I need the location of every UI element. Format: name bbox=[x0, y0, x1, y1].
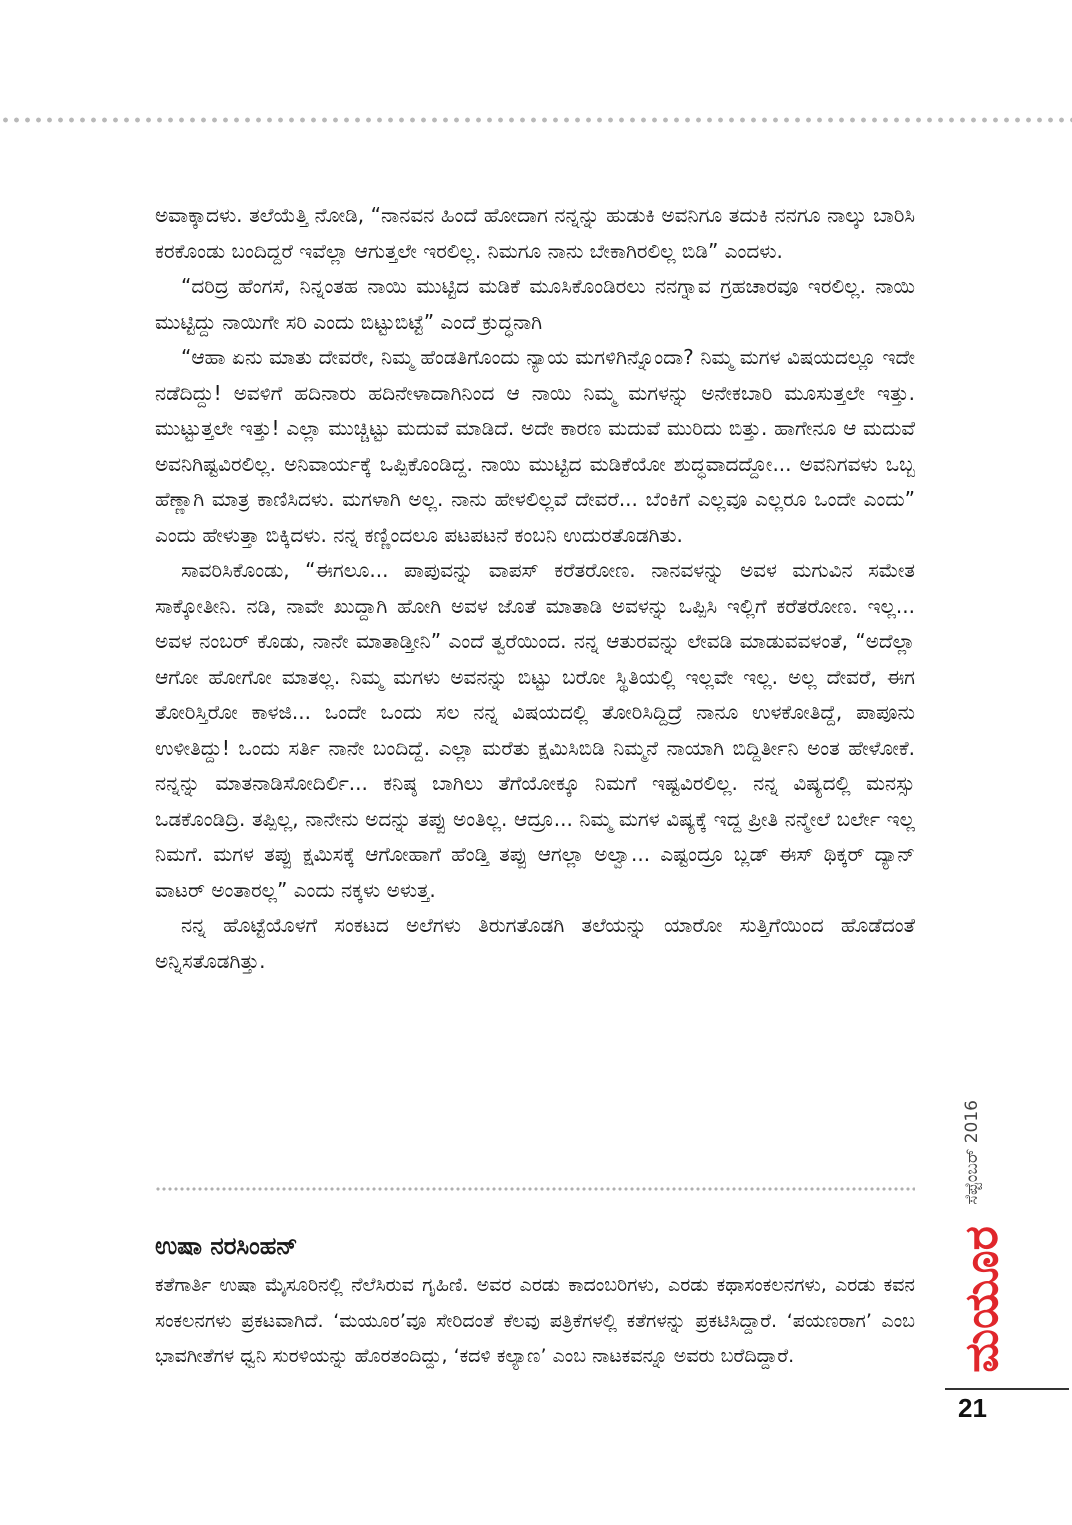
author-bio: ಕತೆಗಾರ್ತಿ ಉಷಾ ಮೈಸೂರಿನಲ್ಲಿ ನೆಲೆಸಿರುವ ಗೃಹಿಣಿ. ಅವರ ಎರಡು ಕಾದಂಬರಿಗಳು, ಎರಡು ಕಥಾಸಂಕಲನಗಳು, ಎರಡು ಕವನ ಸಂಕಲನಗಳು ಪ್ರಕಟವಾಗಿದೆ. ‘ಮಯೂರ’ವೂ ಸೇರಿದಂತೆ ಕೆಲವು ಪತ್ರಿಕೆಗಳಲ್ಲಿ ಕತೆಗಳನ್ನು ಪ್ರಕಟಿಸಿದ್ದಾರೆ. ‘ಪಯಣರಾಗ’ ಎಂಬ ಭಾವಗೀತೆಗಳ ಧ್ವನಿ ಸುರಳಿಯನ್ನು ಹೊರತಂದಿದ್ದು, ‘ಕದಳಿ ಕಲ್ಯಾಣ’ ಎಂಬ ನಾಟಕವನ್ನೂ ಅವರು ಬರೆದಿದ್ದಾರೆ. bbox=[155, 1274, 915, 1367]
story-paragraph: ಸಾವರಿಸಿಕೊಂಡು, “ಈಗಲೂ... ಪಾಪುವನ್ನು ವಾಪಸ್ ಕರೆತರೋಣ. ನಾನವಳನ್ನು ಅವಳ ಮಗುವಿನ ಸಮೇತ ಸಾಕ್ಕೋತೀನಿ. ನಡಿ, ನಾವೇ ಖುದ್ದಾಗಿ ಹೋಗಿ ಅವಳ ಜೊತೆ ಮಾತಾಡಿ ಅವಳನ್ನು ಒಪ್ಪಿಸಿ ಇಲ್ಲಿಗೆ ಕರೆತರೋಣ. ಇಲ್ಲ... ಅವಳ ನಂಬರ್ ಕೊಡು, ನಾನೇ ಮಾತಾಡ್ತೀನಿ” ಎಂದೆ ತ್ವರೆಯಿಂದ. ನನ್ನ ಆತುರವನ್ನು ಲೇವಡಿ ಮಾಡುವವಳಂತೆ, “ಅದೆಲ್ಲಾ ಆಗೋ ಹೋಗೋ ಮಾತಲ್ಲ. ನಿಮ್ಮ ಮಗಳು ಅವನನ್ನು ಬಿಟ್ಟು ಬರೋ ಸ್ಥಿತಿಯಲ್ಲಿ ಇಲ್ಲವೇ ಇಲ್ಲ. ಅಲ್ಲ ದೇವರೆ, ಈಗ ತೋರಿಸ್ತಿರೋ ಕಾಳಜಿ... ಒಂದೇ ಒಂದು ಸಲ ನನ್ನ ವಿಷಯದಲ್ಲಿ ತೋರಿಸಿದ್ದಿದ್ರೆ ನಾನೂ ಉಳಕೋತಿದ್ದೆ, ಪಾಪೂನು ಉಳೀತಿದ್ದು! ಒಂದು ಸರ್ತಿ ನಾನೇ ಬಂದಿದ್ದೆ. ಎಲ್ಲಾ ಮರೆತು ಕ್ಷಮಿಸಿಬಿಡಿ ನಿಮ್ಮನೆ ನಾಯಾಗಿ ಬಿದ್ದಿರ್ತೀನಿ ಅಂತ ಹೇಳೋಕೆ. ನನ್ನನ್ನು ಮಾತನಾಡಿಸೋದಿರ್ಲಿ... ಕನಿಷ್ಠ ಬಾಗಿಲು ತೆಗೆಯೋಕ್ಕೂ ನಿಮಗೆ ಇಷ್ಟವಿರಲಿಲ್ಲ. ನನ್ನ ವಿಷ್ಯದಲ್ಲಿ ಮನಸ್ಸು ಒಡಕೊಂಡಿದ್ರಿ. ತಪ್ಪಿಲ್ಲ, ನಾನೇನು ಅದನ್ನು ತಪ್ಪು ಅಂತಿಲ್ಲ. ಆದ್ರೂ... ನಿಮ್ಮ ಮಗಳ ವಿಷ್ಯಕ್ಕೆ ಇದ್ದ ಪ್ರೀತಿ ನನ್ಮೇಲೆ ಬರ್ಲೇ ಇಲ್ಲ ನಿಮಗೆ. ಮಗಳ ತಪ್ಪು ಕ್ಷಮಿಸಕ್ಕೆ ಆಗೋಹಾಗೆ ಹೆಂಡ್ತಿ ತಪ್ಪು ಆಗಲ್ಲಾ ಅಲ್ವಾ... ಎಷ್ಟಂದ್ರೂ ಬ್ಲಡ್ ಈಸ್ ಥಿಕ್ಕರ್ ದ್ಯಾನ್ ವಾಟರ್ ಅಂತಾರಲ್ಲ” ಎಂದು ನಕ್ಕಳು ಅಳುತ್ತ. bbox=[155, 558, 915, 902]
story-paragraph: ನನ್ನ ಹೊಟ್ಟೆಯೊಳಗೆ ಸಂಕಟದ ಅಲೆಗಳು ತಿರುಗತೊಡಗಿ ತಲೆಯನ್ನು ಯಾರೋ ಸುತ್ತಿಗೆಯಿಂದ ಹೊಡೆದಂತೆ ಅನ್ನಿಸತೊಡಗಿತ್ತು. bbox=[155, 913, 915, 973]
magazine-logo: ಮಯೂರ bbox=[954, 1226, 1008, 1373]
page-number-rule bbox=[945, 1388, 1069, 1390]
top-dotted-rule bbox=[0, 116, 1072, 124]
section-separator bbox=[155, 1187, 915, 1191]
issue-date: ಸೆಪ್ಟೆಂಬರ್ 2016 bbox=[962, 1100, 982, 1205]
story-body bbox=[155, 198, 915, 979]
story-paragraph: ಅವಾಕ್ಕಾದಳು. ತಲೆಯೆತ್ತಿ ನೋಡಿ, “ನಾನವನ ಹಿಂದೆ ಹೋದಾಗ ನನ್ನನ್ನು ಹುಡುಕಿ ಅವನಿಗೂ ತದುಕಿ ನನಗೂ ನಾಲ್ಕು ಬಾರಿಸಿ ಕರಕೊಂಡು ಬಂದಿದ್ದರೆ ಇವೆಲ್ಲಾ ಆಗುತ್ತಲೇ ಇರಲಿಲ್ಲ. ನಿಮಗೂ ನಾನು ಬೇಕಾಗಿರಲಿಲ್ಲ ಬಿಡಿ” ಎಂದಳು. bbox=[155, 203, 915, 263]
page-number: 21 bbox=[958, 1393, 987, 1423]
story-paragraph: “ದರಿದ್ರ ಹೆಂಗಸೆ, ನಿನ್ನಂತಹ ನಾಯಿ ಮುಟ್ಟಿದ ಮಡಿಕೆ ಮೂಸಿಕೊಂಡಿರಲು ನನಗ್ನಾವ ಗ್ರಹಚಾರವೂ ಇರಲಿಲ್ಲ. ನಾಯಿ ಮುಟ್ಟಿದ್ದು ನಾಯಿಗೇ ಸರಿ ಎಂದು ಬಿಟ್ಟುಬಿಟ್ಟೆ” ಎಂದೆ ಕ್ರುದ್ಧನಾಗಿ bbox=[155, 274, 915, 334]
story-paragraph: “ಆಹಾ ಏನು ಮಾತು ದೇವರೇ, ನಿಮ್ಮ ಹೆಂಡತಿಗೊಂದು ನ್ಯಾಯ ಮಗಳಿಗಿನ್ನೊಂದಾ? ನಿಮ್ಮ ಮಗಳ ವಿಷಯದಲ್ಲೂ ಇದೇ ನಡೆದಿದ್ದು! ಅವಳಿಗೆ ಹದಿನಾರು ಹದಿನೇಳಾದಾಗಿನಿಂದ ಆ ನಾಯಿ ನಿಮ್ಮ ಮಗಳನ್ನು ಅನೇಕಬಾರಿ ಮೂಸುತ್ತಲೇ ಇತ್ತು. ಮುಟ್ಟುತ್ತಲೇ ಇತ್ತು! ಎಲ್ಲಾ ಮುಚ್ಚಿಟ್ಟು ಮದುವೆ ಮಾಡಿದೆ. ಅದೇ ಕಾರಣ ಮದುವೆ ಮುರಿದು ಬಿತ್ತು. ಹಾಗೇನೂ ಆ ಮದುವೆ ಅವನಿಗಿಷ್ಟವಿರಲಿಲ್ಲ. ಅನಿವಾರ್ಯಕ್ಕೆ ಒಪ್ಪಿಕೊಂಡಿದ್ದ. ನಾಯಿ ಮುಟ್ಟಿದ ಮಡಿಕೆಯೋ ಶುದ್ಧವಾದದ್ದೋ... ಅವನಿಗವಳು ಒಬ್ಬ ಹೆಣ್ಣಾಗಿ ಮಾತ್ರ ಕಾಣಿಸಿದಳು. ಮಗಳಾಗಿ ಅಲ್ಲ. ನಾನು ಹೇಳಲಿಲ್ಲವೆ ದೇವರೆ... ಬೆಂಕಿಗೆ ಎಲ್ಲವೂ ಎಲ್ಲರೂ ಒಂದೇ ಎಂದು” ಎಂದು ಹೇಳುತ್ತಾ ಬಿಕ್ಕಿದಳು. ನನ್ನ ಕಣ್ಣಿಂದಲೂ ಪಟಪಟನೆ ಕಂಬನಿ ಉದುರತೊಡಗಿತು. bbox=[155, 345, 915, 547]
author-name: ಉಷಾ ನರಸಿಂಹನ್ bbox=[155, 1232, 298, 1260]
